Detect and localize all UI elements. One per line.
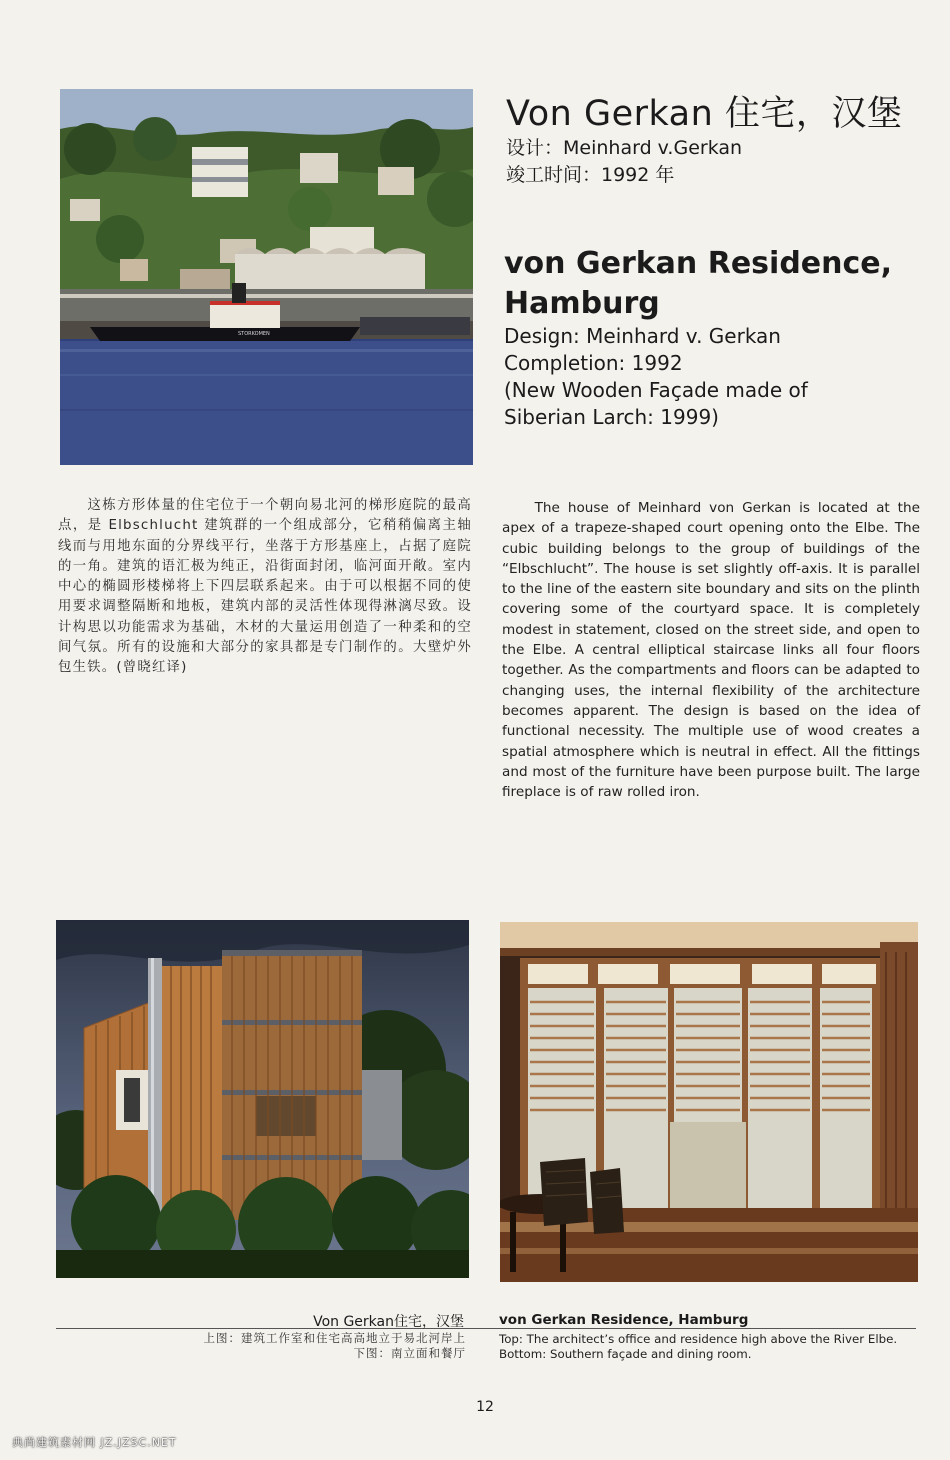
caption-divider [56, 1328, 916, 1329]
design-chinese: 设计：Meinhard v.Gerkan [506, 137, 743, 159]
caption-line-english-bottom: Bottom: Southern façade and dining room. [499, 1347, 752, 1361]
caption-line-english-top: Top: The architect’s office and residence high above the River Elbe. [499, 1332, 898, 1346]
completion-chinese: 竣工时间：1992 年 [506, 164, 675, 186]
watermark: 典尚建筑素材网 JZ.JZSC.NET [12, 1436, 177, 1449]
photo-elbe-hillside [60, 89, 473, 465]
ship-name-label: STORKOMEN [238, 331, 270, 337]
title-english-line-2: Hamburg [504, 286, 660, 321]
title-english [504, 244, 924, 324]
page-number: 12 [476, 1399, 494, 1415]
caption-line-chinese-bottom: 下图：南立面和餐厅 [353, 1346, 466, 1360]
photo-south-facade [56, 920, 469, 1278]
caption-title-chinese: Von Gerkan住宅，汉堡 [313, 1314, 464, 1330]
title-english-line-1: von Gerkan Residence, [504, 246, 893, 281]
body-paragraph-english: The house of Meinhard von Gerkan is located at the apex of a trapeze-shaped court opening onto the Elbe. The cubic building belongs to the group of buildings of the “Elbschlucht”. The house is set slightly off-axis. It is parallel to the line of the eastern site boundary and sits on the plinth covering some of the courtyard space. It is completely modest in statement, closed on the street side, and open to the Elbe. A central elliptical staircase links all four floors together. As the compartments and floors can be adapted to changing uses, the internal flexibility of the architecture becomes apparent. The design is based on the idea of functional necessity. The multiple use of wood creates a spatial atmosphere which is neutral in effect. All the fittings and most of the furniture have been purpose built. The large fireplace is of raw rolled iron. [502, 500, 920, 801]
facade-note-line-1: (New Wooden Façade made of [504, 378, 808, 402]
completion-english: Completion: 1992 [504, 351, 683, 375]
caption-title-english: von Gerkan Residence, Hamburg [499, 1312, 749, 1328]
title-chinese: Von Gerkan 住宅，汉堡 [506, 94, 903, 134]
project-details-english [504, 323, 924, 431]
body-paragraph-chinese: 这栋方形体量的住宅位于一个朝向易北河的梯形庭院的最高点，是 Elbschlucht 建筑群的一个组成部分，它稍稍偏离主轴线而与用地东面的分界线平行，坐落于方形基座上，占据了庭院的一角。建筑的语汇极为纯正，沿街面封闭，临河面开敞。室内中心的椭圆形楼梯将上下四层联系起来。由于可以根据不同的使用要求调整隔断和地板，建筑内部的灵活性体现得淋漓尽致。设计构思以功能需求为基础，木材的大量运用创造了一种柔和的空间气氛。所有的设施和大部分的家具都是专门制作的。大壁炉外包生铁。(曾晓红译) [58, 498, 472, 676]
caption-line-chinese-top: 上图：建筑工作室和住宅高高地立于易北河岸上 [203, 1331, 466, 1345]
body-text-english [502, 498, 920, 802]
design-english: Design: Meinhard v. Gerkan [504, 324, 781, 348]
photo-dining-room [500, 922, 918, 1282]
body-text-chinese [58, 496, 472, 679]
facade-note-line-2: Siberian Larch: 1999) [504, 405, 719, 429]
